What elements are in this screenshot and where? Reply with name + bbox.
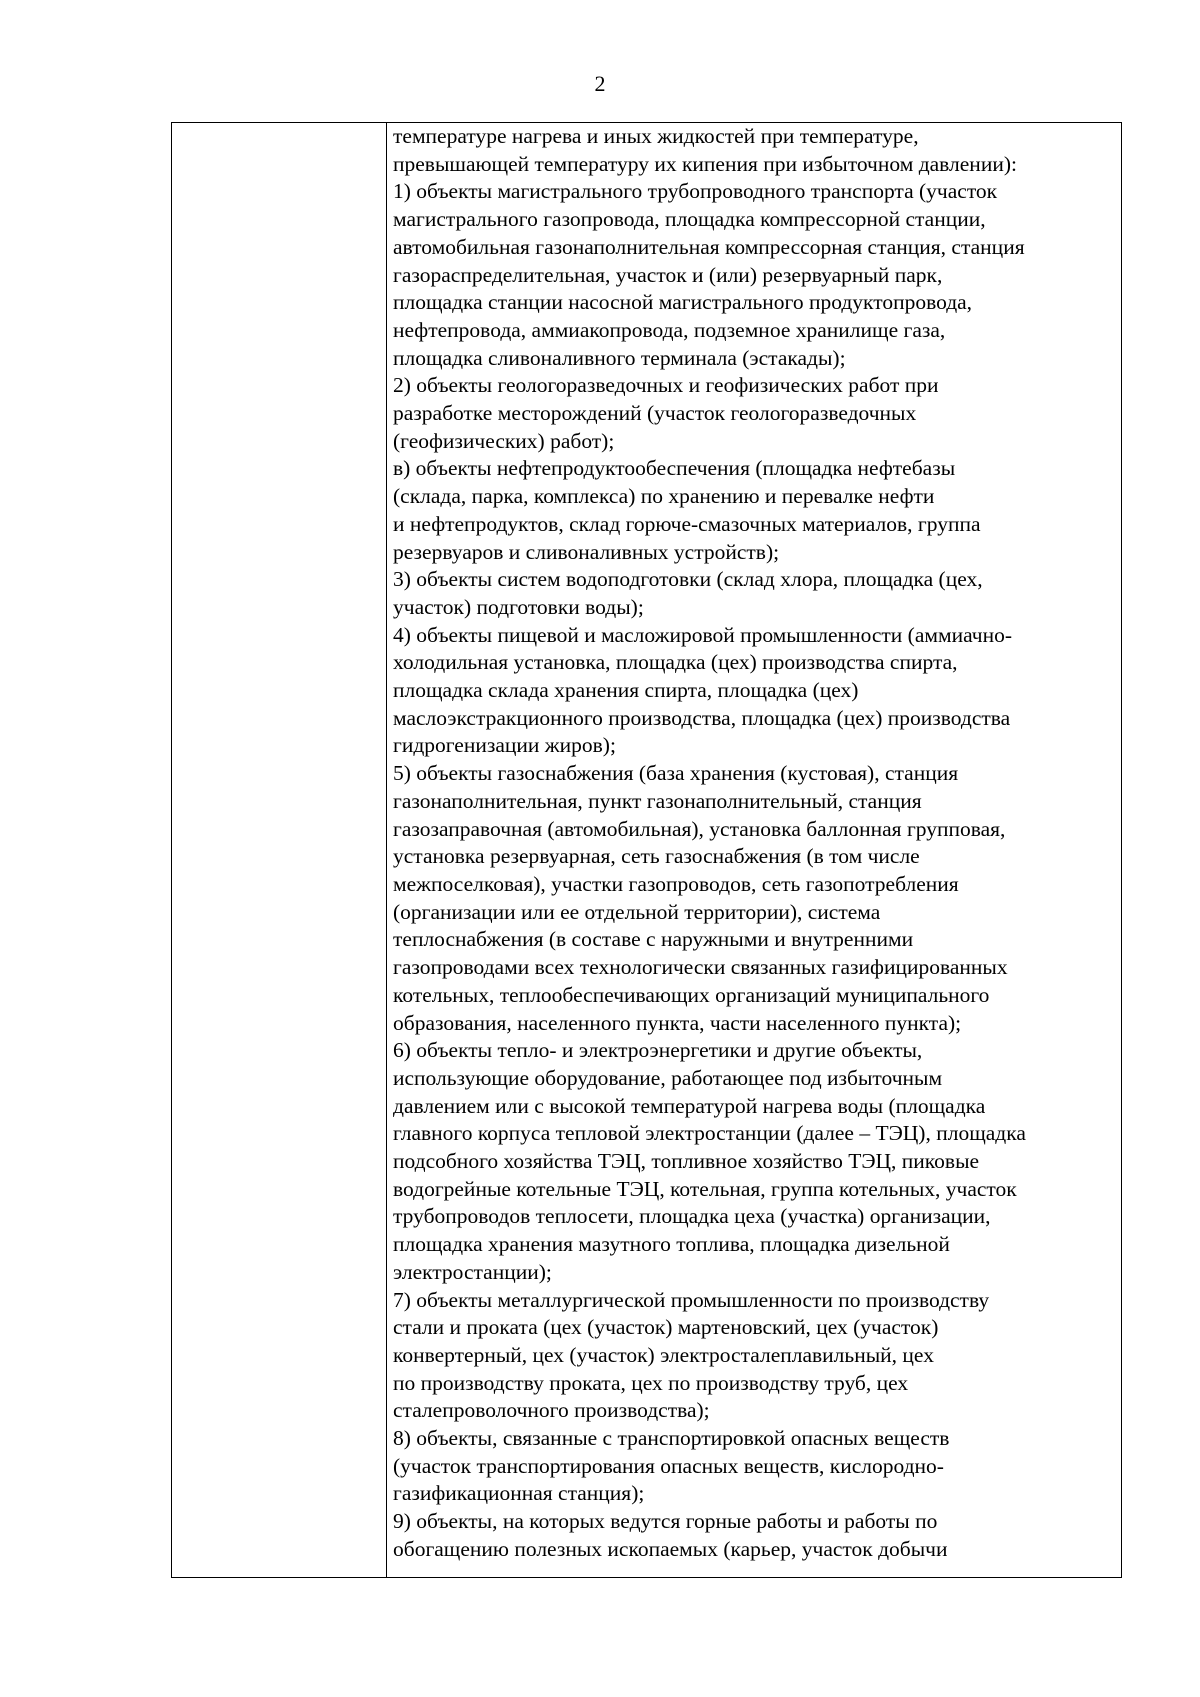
text-line: превышающей температуру их кипения при избыточном давлении): (393, 151, 1017, 176)
text-line: газопроводами всех технологически связанных газифицированных (393, 955, 1008, 980)
text-line: по производству проката, цех по производству труб, цех (393, 1370, 909, 1395)
text-line: главного корпуса тепловой электростанции (далее – ТЭЦ), площадка (393, 1121, 1026, 1146)
text-line: 2) объекты геологоразведочных и геофизических работ при (393, 373, 939, 398)
page-number: 2 (594, 71, 606, 96)
text-line: 5) объекты газоснабжения (база хранения (кустовая), станция (393, 761, 959, 786)
text-line: (склада, парка, комплекса) по хранению и перевалке нефти (393, 484, 935, 509)
text-line: магистрального газопровода, площадка компрессорной станции, (393, 207, 986, 232)
text-line: подсобного хозяйства ТЭЦ, топливное хозяйство ТЭЦ, пиковые (393, 1149, 980, 1174)
table-right-cell (387, 123, 1121, 1577)
text-line: использующие оборудование, работающее под избыточным (393, 1065, 943, 1090)
text-line: маслоэкстракционного производства, площадка (цех) производства (393, 705, 1011, 730)
text-line: разработке месторождений (участок геологоразведочных (393, 401, 917, 426)
text-line: резервуаров и сливоналивных устройств); (393, 539, 780, 564)
text-line: установка резервуарная, сеть газоснабжения (в том числе (393, 844, 920, 869)
text-line: (организации или ее отдельной территории), система (393, 899, 881, 924)
text-line: газификационная станция); (393, 1481, 645, 1506)
text-line: 9) объекты, на которых ведутся горные работы и работы по (393, 1509, 938, 1534)
text-line: газозаправочная (автомобильная), установка баллонная групповая, (393, 816, 1006, 841)
text-line: водогрейные котельные ТЭЦ, котельная, группа котельных, участок (393, 1176, 1017, 1201)
text-line: электростанции); (393, 1259, 552, 1284)
text-line: сталепроволочного производства); (393, 1398, 710, 1423)
text-line: автомобильная газонаполнительная компрессорная станция, станция (393, 234, 1025, 259)
text-line: 3) объекты систем водоподготовки (склад хлора, площадка (цех, (393, 567, 983, 592)
text-line: в) объекты нефтепродуктообеспечения (площадка нефтебазы (393, 456, 956, 481)
table-left-cell (172, 123, 387, 1577)
text-line: температуре нагрева и иных жидкостей при температуре, (393, 124, 919, 148)
text-line: (геофизических) работ); (393, 428, 615, 453)
text-line: гидрогенизации жиров); (393, 733, 616, 758)
text-line: площадка хранения мазутного топлива, площадка дизельной (393, 1232, 950, 1257)
text-line: нефтепровода, аммиакопровода, подземное хранилище газа, (393, 317, 946, 342)
text-line: 8) объекты, связанные с транспортировкой опасных веществ (393, 1426, 950, 1451)
text-line: теплоснабжения (в составе с наружными и внутренними (393, 927, 914, 952)
text-line: холодильная установка, площадка (цех) производства спирта, (393, 650, 958, 675)
text-line: конвертерный, цех (участок) электросталеплавильный, цех (393, 1342, 934, 1367)
text-line: котельных, теплообеспечивающих организаций муниципального (393, 982, 990, 1007)
text-line: и нефтепродуктов, склад горюче-смазочных материалов, группа (393, 511, 981, 536)
text-line: участок) подготовки воды); (393, 594, 644, 619)
text-line: газонаполнительная, пункт газонаполнительный, станция (393, 788, 922, 813)
text-line: площадка склада хранения спирта, площадка (цех) (393, 678, 859, 703)
text-line: 7) объекты металлургической промышленности по производству (393, 1287, 990, 1312)
text-line: 6) объекты тепло- и электроэнергетики и другие объекты, (393, 1038, 923, 1063)
text-line: образования, населенного пункта, части населенного пункта); (393, 1010, 962, 1035)
text-line: стали и проката (цех (участок) мартеновский, цех (участок) (393, 1315, 939, 1340)
text-line: газораспределительная, участок и (или) резервуарный парк, (393, 262, 943, 287)
text-line: обогащению полезных ископаемых (карьер, участок добычи (393, 1536, 948, 1561)
text-line: давлением или с высокой температурой нагрева воды (площадка (393, 1093, 986, 1118)
document-table (171, 122, 1122, 1578)
text-line: межпоселковая), участки газопроводов, сеть газопотребления (393, 871, 959, 896)
text-line: площадка станции насосной магистрального продуктопровода, (393, 290, 973, 315)
text-line: (участок транспортирования опасных веществ, кислородно- (393, 1453, 944, 1478)
text-line: 4) объекты пищевой и масложировой промышленности (аммиачно- (393, 622, 1013, 647)
text-line: 1) объекты магистрального трубопроводного транспорта (участок (393, 179, 998, 204)
text-line: площадка сливоналивного терминала (эстакады); (393, 345, 846, 370)
text-line: трубопроводов теплосети, площадка цеха (участка) организации, (393, 1204, 991, 1229)
